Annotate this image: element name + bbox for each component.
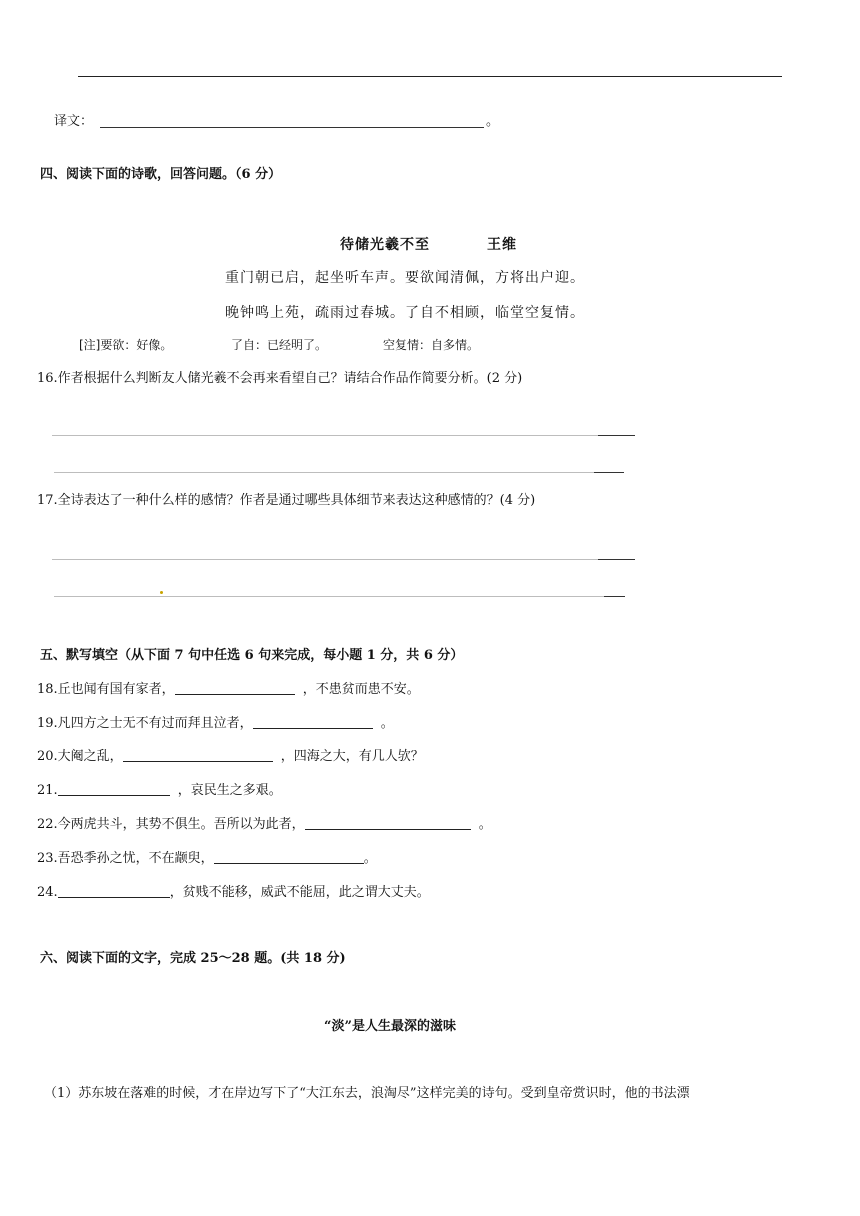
question-21-prefix: 21. [37,783,58,798]
translation-blank[interactable] [100,127,484,128]
question-24-suffix: ，贫贱不能移，威武不能屈，此之谓大丈夫。 [169,885,430,900]
answer-line-17a[interactable] [52,559,598,560]
answer-line-17b[interactable] [54,596,604,597]
poem-author: 王维 [487,237,517,253]
question-22-suffix: 。 [478,817,492,832]
blank-21[interactable] [58,782,170,796]
question-24-prefix: 24. [37,885,58,900]
answer-line-16a-tail [598,435,635,436]
poem-title: 待储光羲不至 [340,237,430,253]
translation-label: 译文： [54,114,94,129]
section5-heading: 五、默写填空（从下面 7 句中任选 6 句来完成，每小题 1 分，共 6 分） [40,648,464,663]
poem-note-2: 了自：已经明了。 [231,338,328,352]
poem-line-2: 晚钟鸣上苑，疏雨过春城。了自不相顾，临堂空复情。 [225,305,585,321]
question-22 [37,816,492,834]
poem-line-1: 重门朝已启，起坐听车声。要欲闻清佩，方将出户迎。 [225,270,585,286]
question-18 [37,681,420,699]
answer-line-16b-tail [594,472,624,473]
question-21-suffix: ，哀民生之多艰。 [177,783,282,798]
article-title: “淡”是人生最深的滋味 [324,1019,456,1034]
top-divider [78,76,782,77]
blank-19[interactable] [253,715,373,729]
section4-heading: 四、阅读下面的诗歌，回答问题。（6 分） [40,167,282,182]
question-16: 16.作者根据什么判断友人储光羲不会再来看望自己？请结合作品作简要分析。(2 分) [37,371,523,386]
question-23-suffix: 。 [363,851,377,866]
question-22-prefix: 22.今两虎共斗，其势不俱生。吾所以为此者， [37,817,305,832]
blank-24[interactable] [58,884,170,898]
question-20 [37,748,424,766]
question-23-prefix: 23.吾恐季孙之忧，不在颛臾， [37,851,214,866]
question-23 [37,850,377,868]
question-21 [37,782,282,800]
question-20-suffix: ，四海之大，有几人欤？ [280,749,424,764]
answer-line-17a-tail [598,559,635,560]
blank-22[interactable] [305,816,471,830]
stray-mark [160,591,163,594]
blank-20[interactable] [123,748,273,762]
question-18-prefix: 18.丘也闻有国有家者， [37,682,175,697]
question-19-prefix: 19.凡四方之士无不有过而拜且泣者， [37,716,253,731]
answer-line-16a[interactable] [52,435,598,436]
question-17: 17.全诗表达了一种什么样的感情？作者是通过哪些具体细节来表达这种感情的？(4 分) [37,493,536,508]
answer-line-17b-tail [604,596,625,597]
article-paragraph-1: （1）苏东坡在落难的时候，才在岸边写下了“大江东去，浪淘尽”这样完美的诗句。受到皇帝赏识时，他的书法漂 [44,1086,690,1101]
blank-18[interactable] [175,681,295,695]
question-18-suffix: ，不患贫而患不安。 [302,682,420,697]
question-19 [37,715,394,733]
section6-heading: 六、阅读下面的文字，完成 25～28 题。(共 18 分) [40,951,346,966]
blank-23[interactable] [214,850,364,864]
question-24 [37,884,430,902]
poem-note-3: 空复情：自多情。 [383,338,480,352]
answer-line-16b[interactable] [54,472,594,473]
poem-note-1: [注]要欲：好像。 [79,338,173,352]
translation-end: 。 [486,114,500,129]
question-20-prefix: 20.大阉之乱， [37,749,123,764]
question-19-suffix: 。 [380,716,394,731]
